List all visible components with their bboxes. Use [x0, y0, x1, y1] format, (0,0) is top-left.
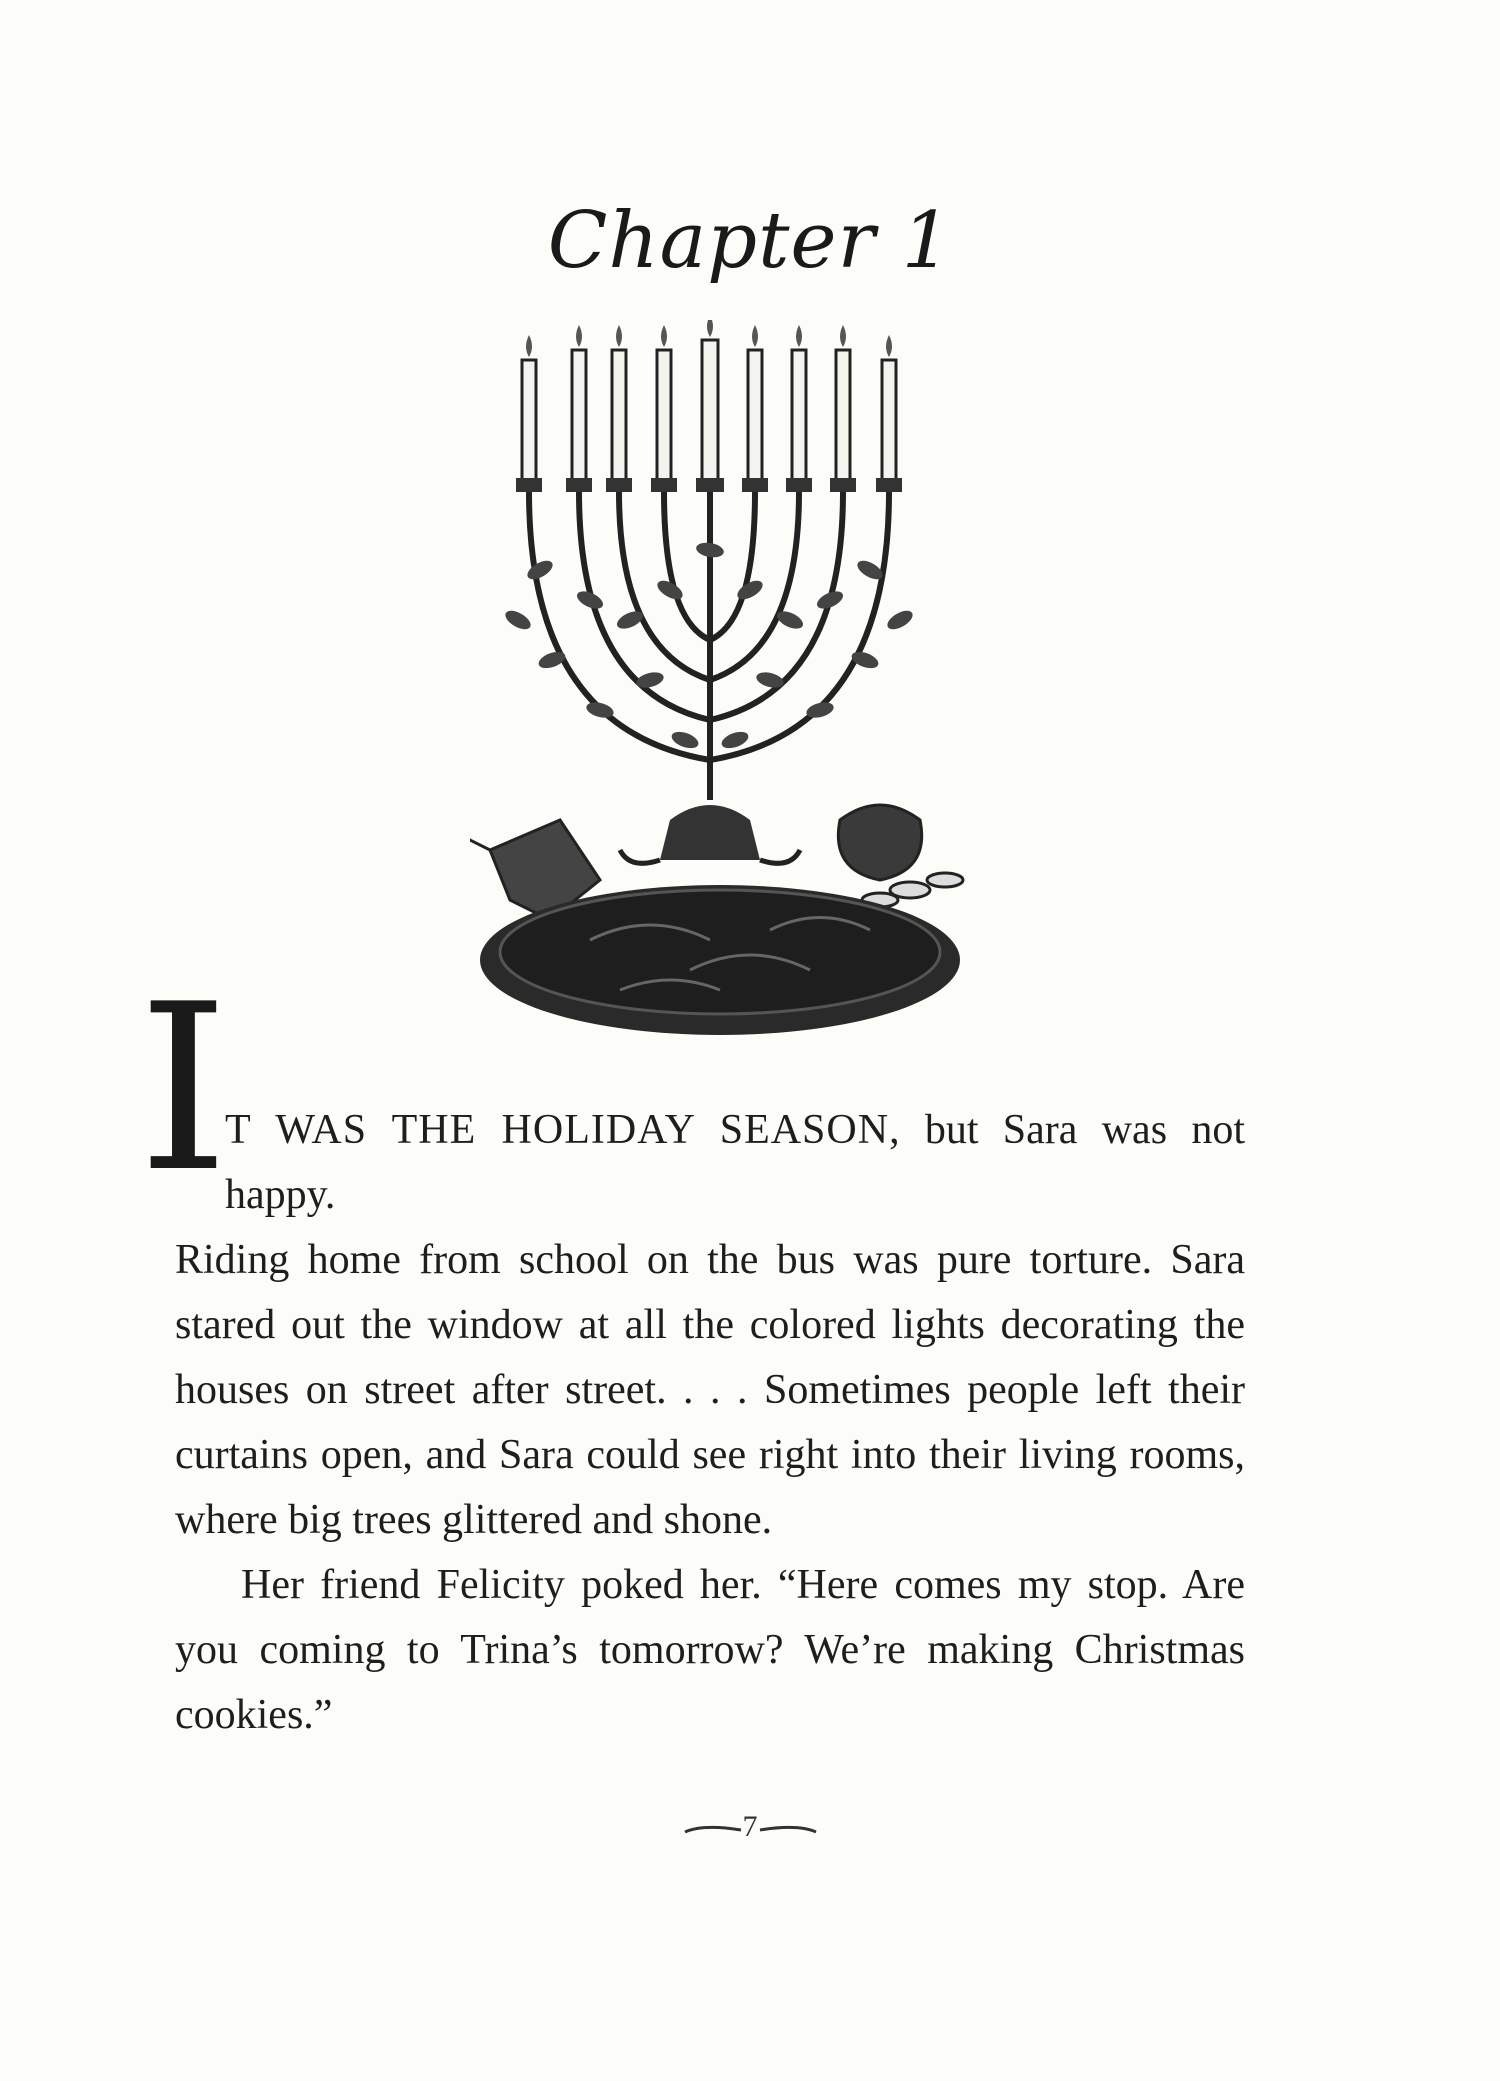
- menorah-illustration-icon: [470, 320, 1030, 1040]
- paragraph-1: [175, 1098, 1245, 1553]
- drop-cap: I: [138, 956, 229, 1223]
- first-line: [175, 1098, 1245, 1228]
- paragraph-1-rest: Riding home from school on the bus was pure torture. Sara stared out the window at all the colored lights decorating the houses on street after street. . . . Sometimes people left their curtains open, and Sara could see right into their living rooms, where big trees glittered and shone.: [175, 1237, 1245, 1543]
- swash-right-icon: [758, 1822, 818, 1836]
- page-number: [0, 1810, 1500, 1844]
- body-text: [175, 1098, 1245, 1748]
- chapter-title: Chapter 1: [547, 196, 953, 286]
- lead-in: T WAS THE HOLIDAY SEASON,: [225, 1107, 901, 1153]
- paragraph-2: Her friend Felicity poked her. “Here comes my stop. Are you coming to Trina’s tomorrow? We’re making Christmas cookies.”: [175, 1562, 1245, 1738]
- swash-left-icon: [683, 1822, 743, 1836]
- first-line-rest: but Sara was not happy.: [225, 1107, 1245, 1218]
- page-number-text: 7: [742, 1810, 758, 1843]
